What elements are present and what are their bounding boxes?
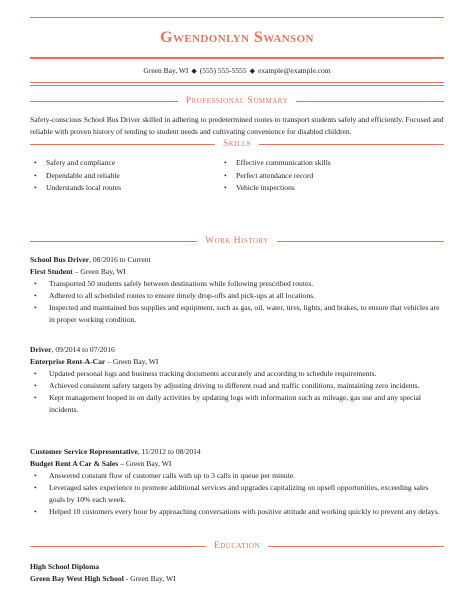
job-company-line (30, 266, 444, 278)
job-bullet: • Answered constant flow of customer calls with up to 3 calls in queue per minute. (30, 470, 444, 482)
skill-item: • Safety and compliance (30, 157, 220, 170)
section-title-skills: Skills (222, 139, 252, 149)
job-title: Driver (30, 345, 52, 354)
job-bullet: • Achieved consistent safety targets by adjusting driving to different road and traffic conditions, maintaining zero incidents. (30, 380, 444, 392)
job-company: Budget Rent A Car & Sales (30, 459, 119, 468)
job-entry (30, 344, 444, 416)
contact-rule-double (30, 85, 444, 86)
job-bullets (30, 368, 444, 416)
job-bullet: • Updated personal logs and business tracking documents accurately and according to schedule requirements. (30, 368, 444, 380)
skill-item: • Dependable and reliable (30, 170, 220, 183)
job-bullet: • Transported 50 students safely between destinations while following prescribed routes. (30, 278, 444, 290)
job-bullets (30, 278, 444, 326)
contact-email: example@example.com (258, 66, 331, 75)
job-dates: , 11/2012 to 08/2014 (137, 447, 201, 456)
job-bullet: • Adhered to all scheduled routes to ensure timely drop-offs and pick-ups at all locations. (30, 290, 444, 302)
bullet-icon: ◆ (191, 67, 197, 75)
education-degree: High School Diploma (30, 562, 100, 571)
skill-item: • Vehicle inspections (220, 182, 420, 195)
education-location: - Green Bay, WI (123, 574, 176, 583)
section-title-summary: Professional Summary (185, 96, 289, 106)
section-title-work: Work History (205, 236, 269, 246)
skill-item: • Perfect attendance record (220, 170, 420, 183)
job-entry (30, 446, 444, 518)
job-bullet: • Kept management looped in on daily activities by updating logs with information such as mileage, gas use and any special incidents. (30, 392, 444, 416)
name-rule (30, 57, 444, 59)
section-header-work (30, 234, 444, 248)
contact-phone: (555) 555-5555 (199, 66, 247, 75)
job-location: – Green Bay, WI (118, 459, 172, 468)
job-company-line (30, 356, 444, 368)
job-company: First Student (30, 267, 73, 276)
skills-column-left (30, 157, 220, 195)
job-title: Customer Service Representative (30, 447, 138, 456)
section-header-summary (30, 94, 444, 108)
job-dates: , 09/2014 to 07/2016 (51, 345, 115, 354)
job-title-line (30, 446, 444, 458)
contact-line (0, 66, 474, 75)
section-title-education: Education (213, 541, 261, 551)
job-bullet: • Inspected and maintained bus supplies and equipment, such as gas, oil, water, tires, lights, and brakes, to ensure that vehicles are in proper working condition. (30, 302, 444, 326)
bullet-icon: ◆ (249, 67, 256, 75)
job-company-line (30, 458, 444, 470)
job-title-line (30, 344, 444, 356)
skills-column-right (220, 157, 420, 195)
skills-list (30, 157, 444, 195)
job-bullets (30, 470, 444, 518)
job-entry (30, 254, 444, 326)
skill-item: • Understands local routes (30, 182, 220, 195)
section-header-education (30, 539, 444, 553)
summary-text: Safety-conscious School Bus Driver skilled in adhering to predetermined routes to transport students safely and efficiently. Focused and reliable with proven history of tending to student needs and cultivating convenience for disabled children. (30, 115, 444, 136)
job-bullet: • Leveraged sales experience to promote additional services and upgrades capitalizing on upsell opportunities, exceeding sales goals by 10% each week. (30, 482, 444, 506)
section-header-skills (30, 137, 444, 151)
job-location: – Green Bay, WI (105, 357, 159, 366)
job-title: School Bus Driver (30, 255, 90, 264)
job-bullet: • Helped 10 customers every hour by approaching conversations with positive attitude and working quickly to prevent any delays. (30, 506, 444, 518)
job-location: – Green Bay, WI (72, 267, 126, 276)
candidate-name: Gwendonlyn Swanson (160, 29, 314, 46)
skill-item: • Effective communication skills (220, 157, 420, 170)
contact-city: Green Bay, WI (143, 66, 189, 75)
job-company: Enterprise Rent-A-Car (30, 357, 106, 366)
job-dates: , 08/2016 to Current (89, 255, 151, 264)
education-entry (30, 561, 444, 585)
contact-rule (30, 82, 444, 83)
education-school: Green Bay West High School (30, 574, 124, 583)
job-title-line (30, 254, 444, 266)
top-rule (30, 17, 444, 18)
